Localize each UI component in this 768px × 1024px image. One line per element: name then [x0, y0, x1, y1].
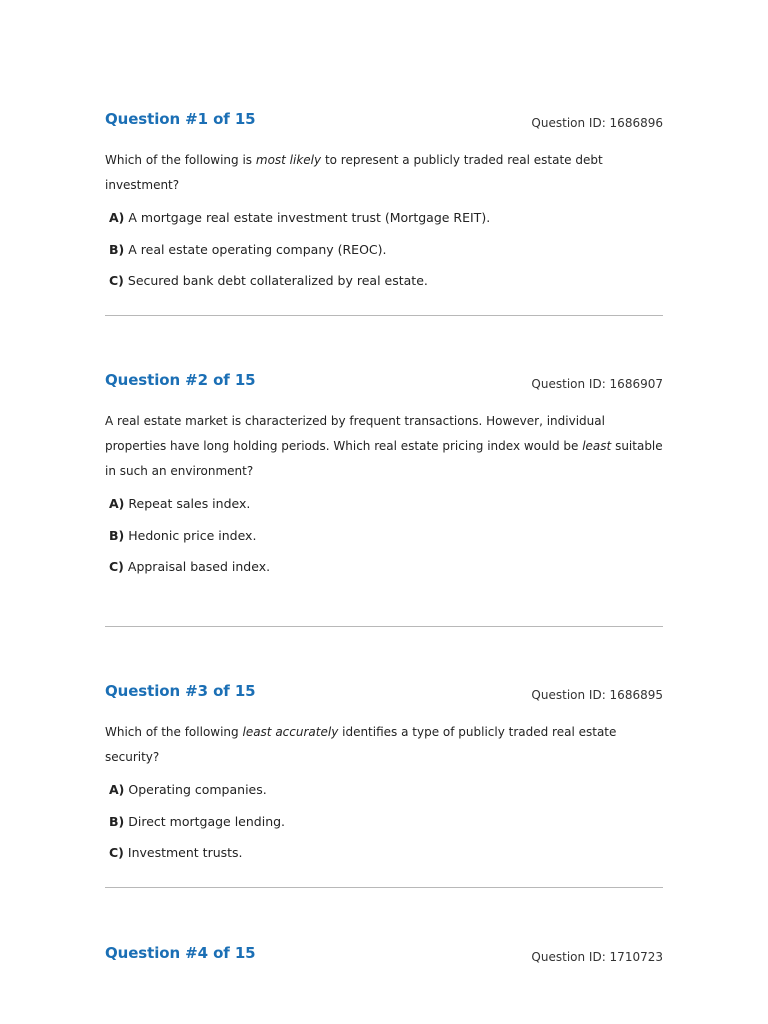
question-text-part: A real estate market is characterized by frequent transactions. However, individual properties have long holding periods. Which real estate pricing index would be	[105, 414, 605, 453]
answer-option-a[interactable]	[105, 496, 663, 528]
option-text: Repeat sales index.	[128, 496, 251, 511]
answer-option-c[interactable]	[105, 845, 663, 877]
question-text-part: suitable in such an environment?	[105, 439, 663, 478]
option-letter: A)	[109, 210, 125, 225]
question-id: Question ID: 1686895	[531, 688, 663, 702]
option-text: Investment trusts.	[127, 845, 243, 860]
question-text-emphasis: least	[582, 439, 612, 453]
answer-options	[105, 210, 663, 305]
answer-option-a[interactable]	[105, 782, 663, 814]
question-title: Question #3 of 15	[105, 682, 256, 700]
question-id: Question ID: 1710723	[531, 950, 663, 964]
answer-options	[105, 782, 663, 877]
question-3	[105, 682, 663, 877]
option-text: Secured bank debt collateralized by real estate.	[127, 273, 428, 288]
question-2	[105, 371, 663, 591]
question-text-part: to represent a publicly traded real estate debt investment?	[105, 153, 603, 192]
question-text-emphasis: most likely	[255, 153, 322, 167]
option-text: Hedonic price index.	[128, 527, 257, 543]
question-text	[105, 720, 663, 770]
answer-option-c[interactable]	[105, 559, 663, 591]
option-text: A mortgage real estate investment trust (Mortgage REIT).	[128, 210, 491, 225]
question-header	[105, 682, 663, 710]
question-divider	[105, 315, 663, 316]
option-letter: B)	[109, 813, 125, 829]
question-header	[105, 371, 663, 399]
question-4	[105, 944, 663, 972]
answer-option-a[interactable]	[105, 210, 663, 242]
question-text-part: Which of the following is	[105, 153, 256, 167]
option-letter: C)	[109, 273, 124, 288]
question-text-emphasis: least accurately	[242, 725, 339, 739]
option-text: Direct mortgage lending.	[128, 813, 286, 829]
question-title: Question #4 of 15	[105, 944, 256, 962]
answer-option-b[interactable]	[105, 528, 663, 560]
option-letter: A)	[109, 496, 125, 511]
question-divider	[105, 887, 663, 888]
option-letter: B)	[109, 241, 125, 257]
question-title: Question #2 of 15	[105, 371, 256, 389]
question-id: Question ID: 1686896	[531, 116, 663, 130]
option-letter: A)	[109, 782, 125, 797]
question-id: Question ID: 1686907	[531, 377, 663, 391]
question-header	[105, 110, 663, 138]
answer-option-c[interactable]	[105, 273, 663, 305]
question-text	[105, 409, 663, 484]
option-text: Operating companies.	[128, 782, 267, 797]
option-letter: B)	[109, 527, 125, 543]
question-text	[105, 148, 663, 198]
answer-option-b[interactable]	[105, 242, 663, 274]
question-text-part: Which of the following	[105, 725, 243, 739]
question-title: Question #1 of 15	[105, 110, 256, 128]
question-text-part: identifies a type of publicly traded real estate security?	[105, 725, 617, 764]
option-letter: C)	[109, 845, 124, 860]
option-text: Appraisal based index.	[127, 559, 271, 574]
option-letter: C)	[109, 559, 124, 574]
question-header	[105, 944, 663, 972]
answer-options	[105, 496, 663, 591]
question-divider	[105, 626, 663, 627]
option-text: A real estate operating company (REOC).	[128, 241, 387, 257]
answer-option-b[interactable]	[105, 814, 663, 846]
question-1	[105, 110, 663, 305]
